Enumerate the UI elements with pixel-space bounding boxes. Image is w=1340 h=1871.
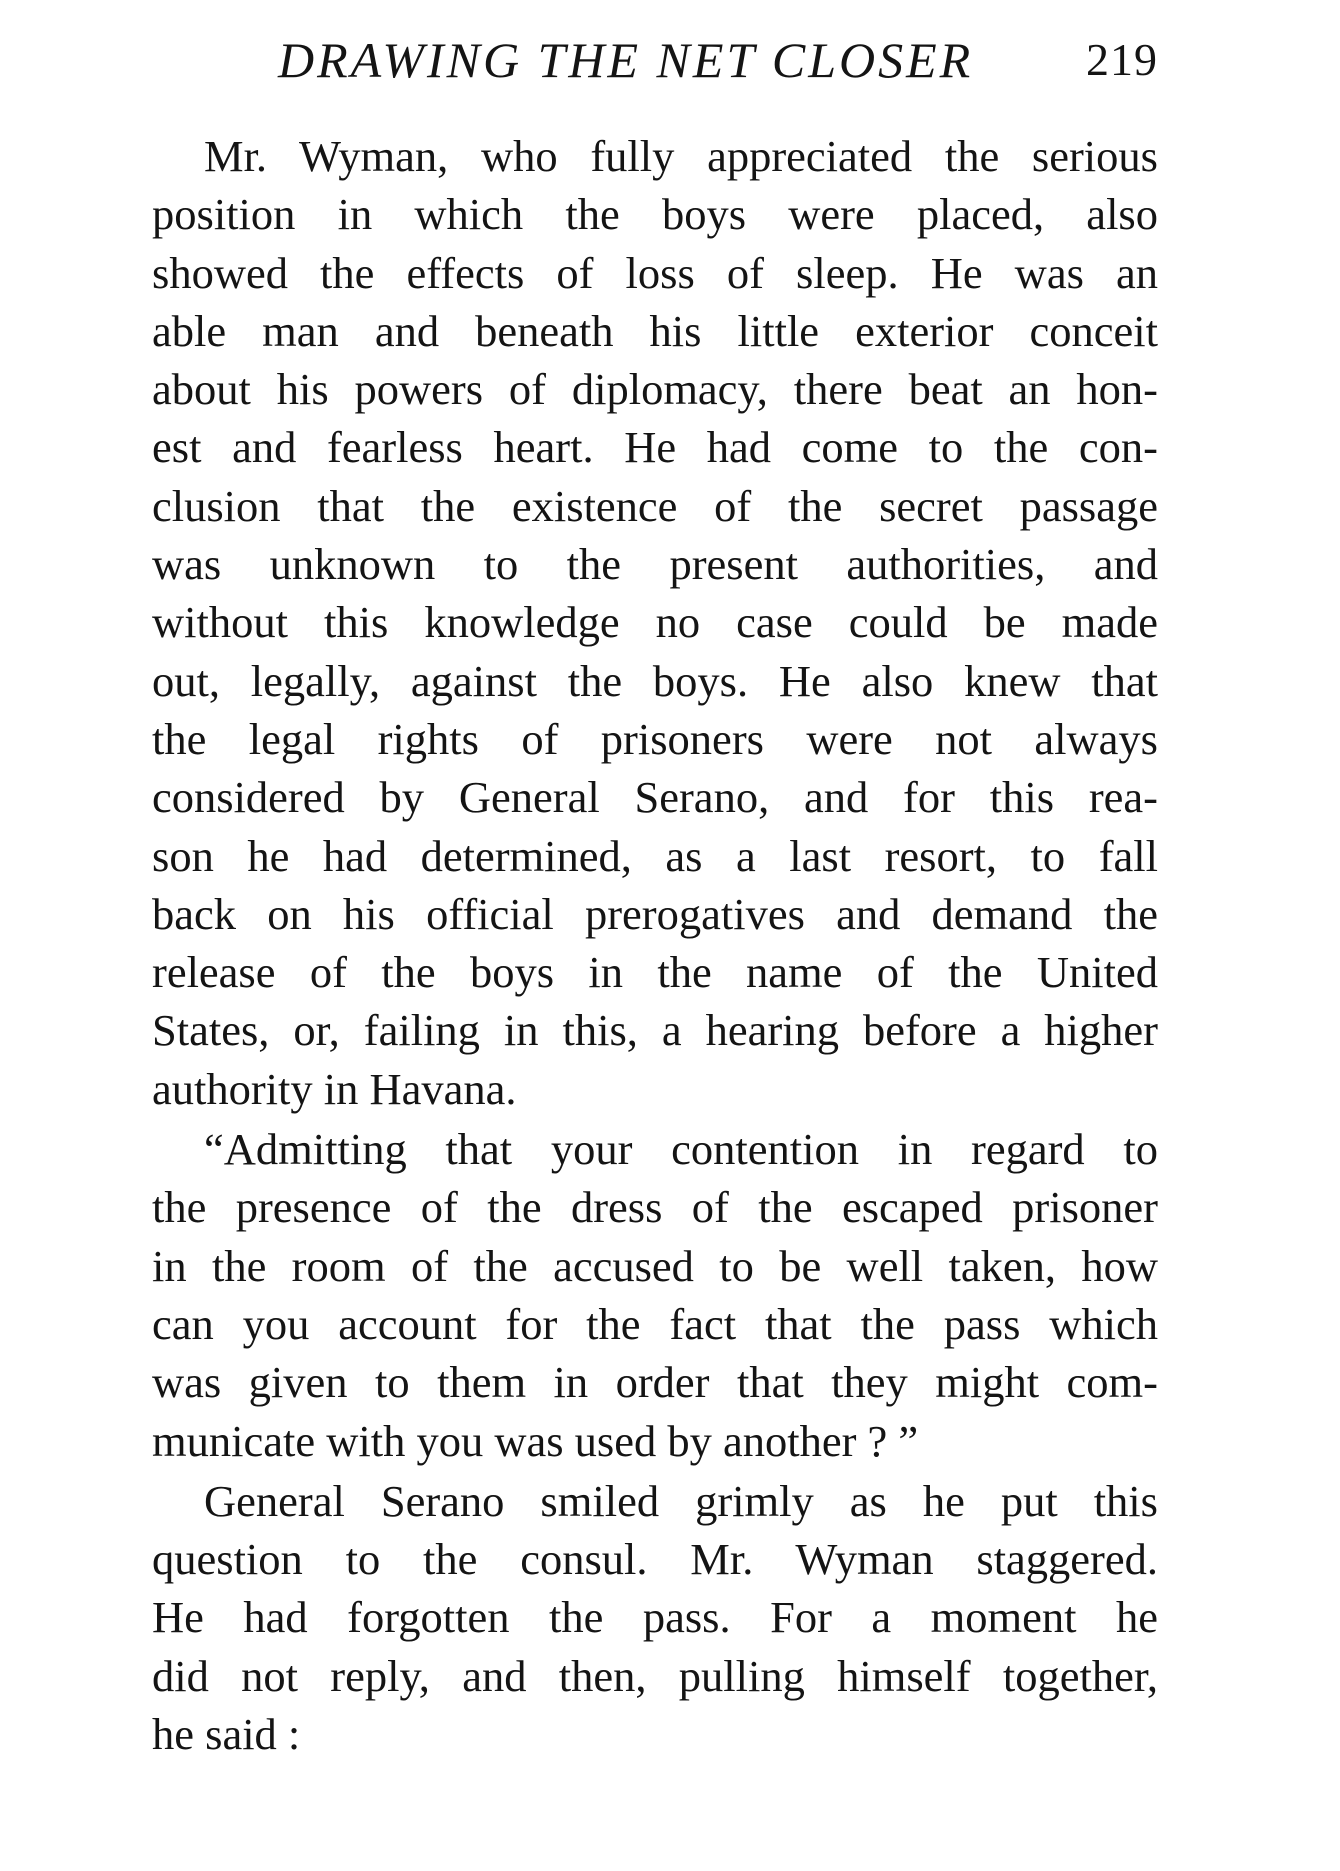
text-line: authority in Havana. (152, 1063, 517, 1114)
text-line: position in which the boys were placed, also (152, 189, 1158, 240)
paragraph-3 (152, 1472, 1158, 1763)
text-line: General Serano smiled grimly as he put this (204, 1475, 1158, 1526)
text-line: municate with you was used by another ? ” (152, 1415, 919, 1466)
text-line: showed the effects of loss of sleep. He was an (152, 247, 1158, 298)
text-line: did not reply, and then, pulling himself together, (152, 1650, 1158, 1701)
text-line: in the room of the accused to be well taken, how (152, 1240, 1158, 1291)
text-line: son he had determined, as a last resort, to fall (152, 830, 1158, 881)
paragraph-2 (152, 1120, 1158, 1470)
text-line: able man and beneath his little exterior conceit (152, 305, 1158, 356)
text-line: can you account for the fact that the pass which (152, 1298, 1158, 1349)
body-text (152, 127, 1158, 1763)
text-line: he said : (152, 1709, 301, 1760)
text-line: est and fearless heart. He had come to the con- (152, 422, 1158, 473)
running-title: DRAWING THE NET CLOSER (278, 32, 974, 88)
text-line: was unknown to the present authorities, and (152, 539, 1158, 590)
text-line: without this knowledge no case could be made (152, 597, 1158, 648)
page-number: 219 (1086, 34, 1158, 85)
text-line: out, legally, against the boys. He also knew that (152, 655, 1158, 706)
text-line: question to the consul. Mr. Wyman staggered. (152, 1534, 1158, 1585)
text-line: considered by General Serano, and for this rea- (152, 772, 1158, 823)
text-line: the presence of the dress of the escaped prisoner (152, 1182, 1158, 1233)
text-line: about his powers of diplomacy, there beat an hon- (152, 364, 1158, 415)
text-line: release of the boys in the name of the United (152, 947, 1158, 998)
text-line: “Admitting that your contention in regard to (204, 1124, 1158, 1175)
text-line: clusion that the existence of the secret passage (152, 480, 1158, 531)
paragraph-1 (152, 127, 1158, 1118)
text-line: States, or, failing in this, a hearing before a higher (152, 1005, 1158, 1056)
text-line: back on his official prerogatives and demand the (152, 888, 1158, 939)
text-line: He had forgotten the pass. For a moment he (152, 1592, 1158, 1643)
text-line: the legal rights of prisoners were not always (152, 713, 1158, 764)
running-head (150, 28, 1158, 92)
text-line: was given to them in order that they might com- (152, 1357, 1158, 1408)
text-line: Mr. Wyman, who fully appreciated the serious (204, 131, 1158, 181)
